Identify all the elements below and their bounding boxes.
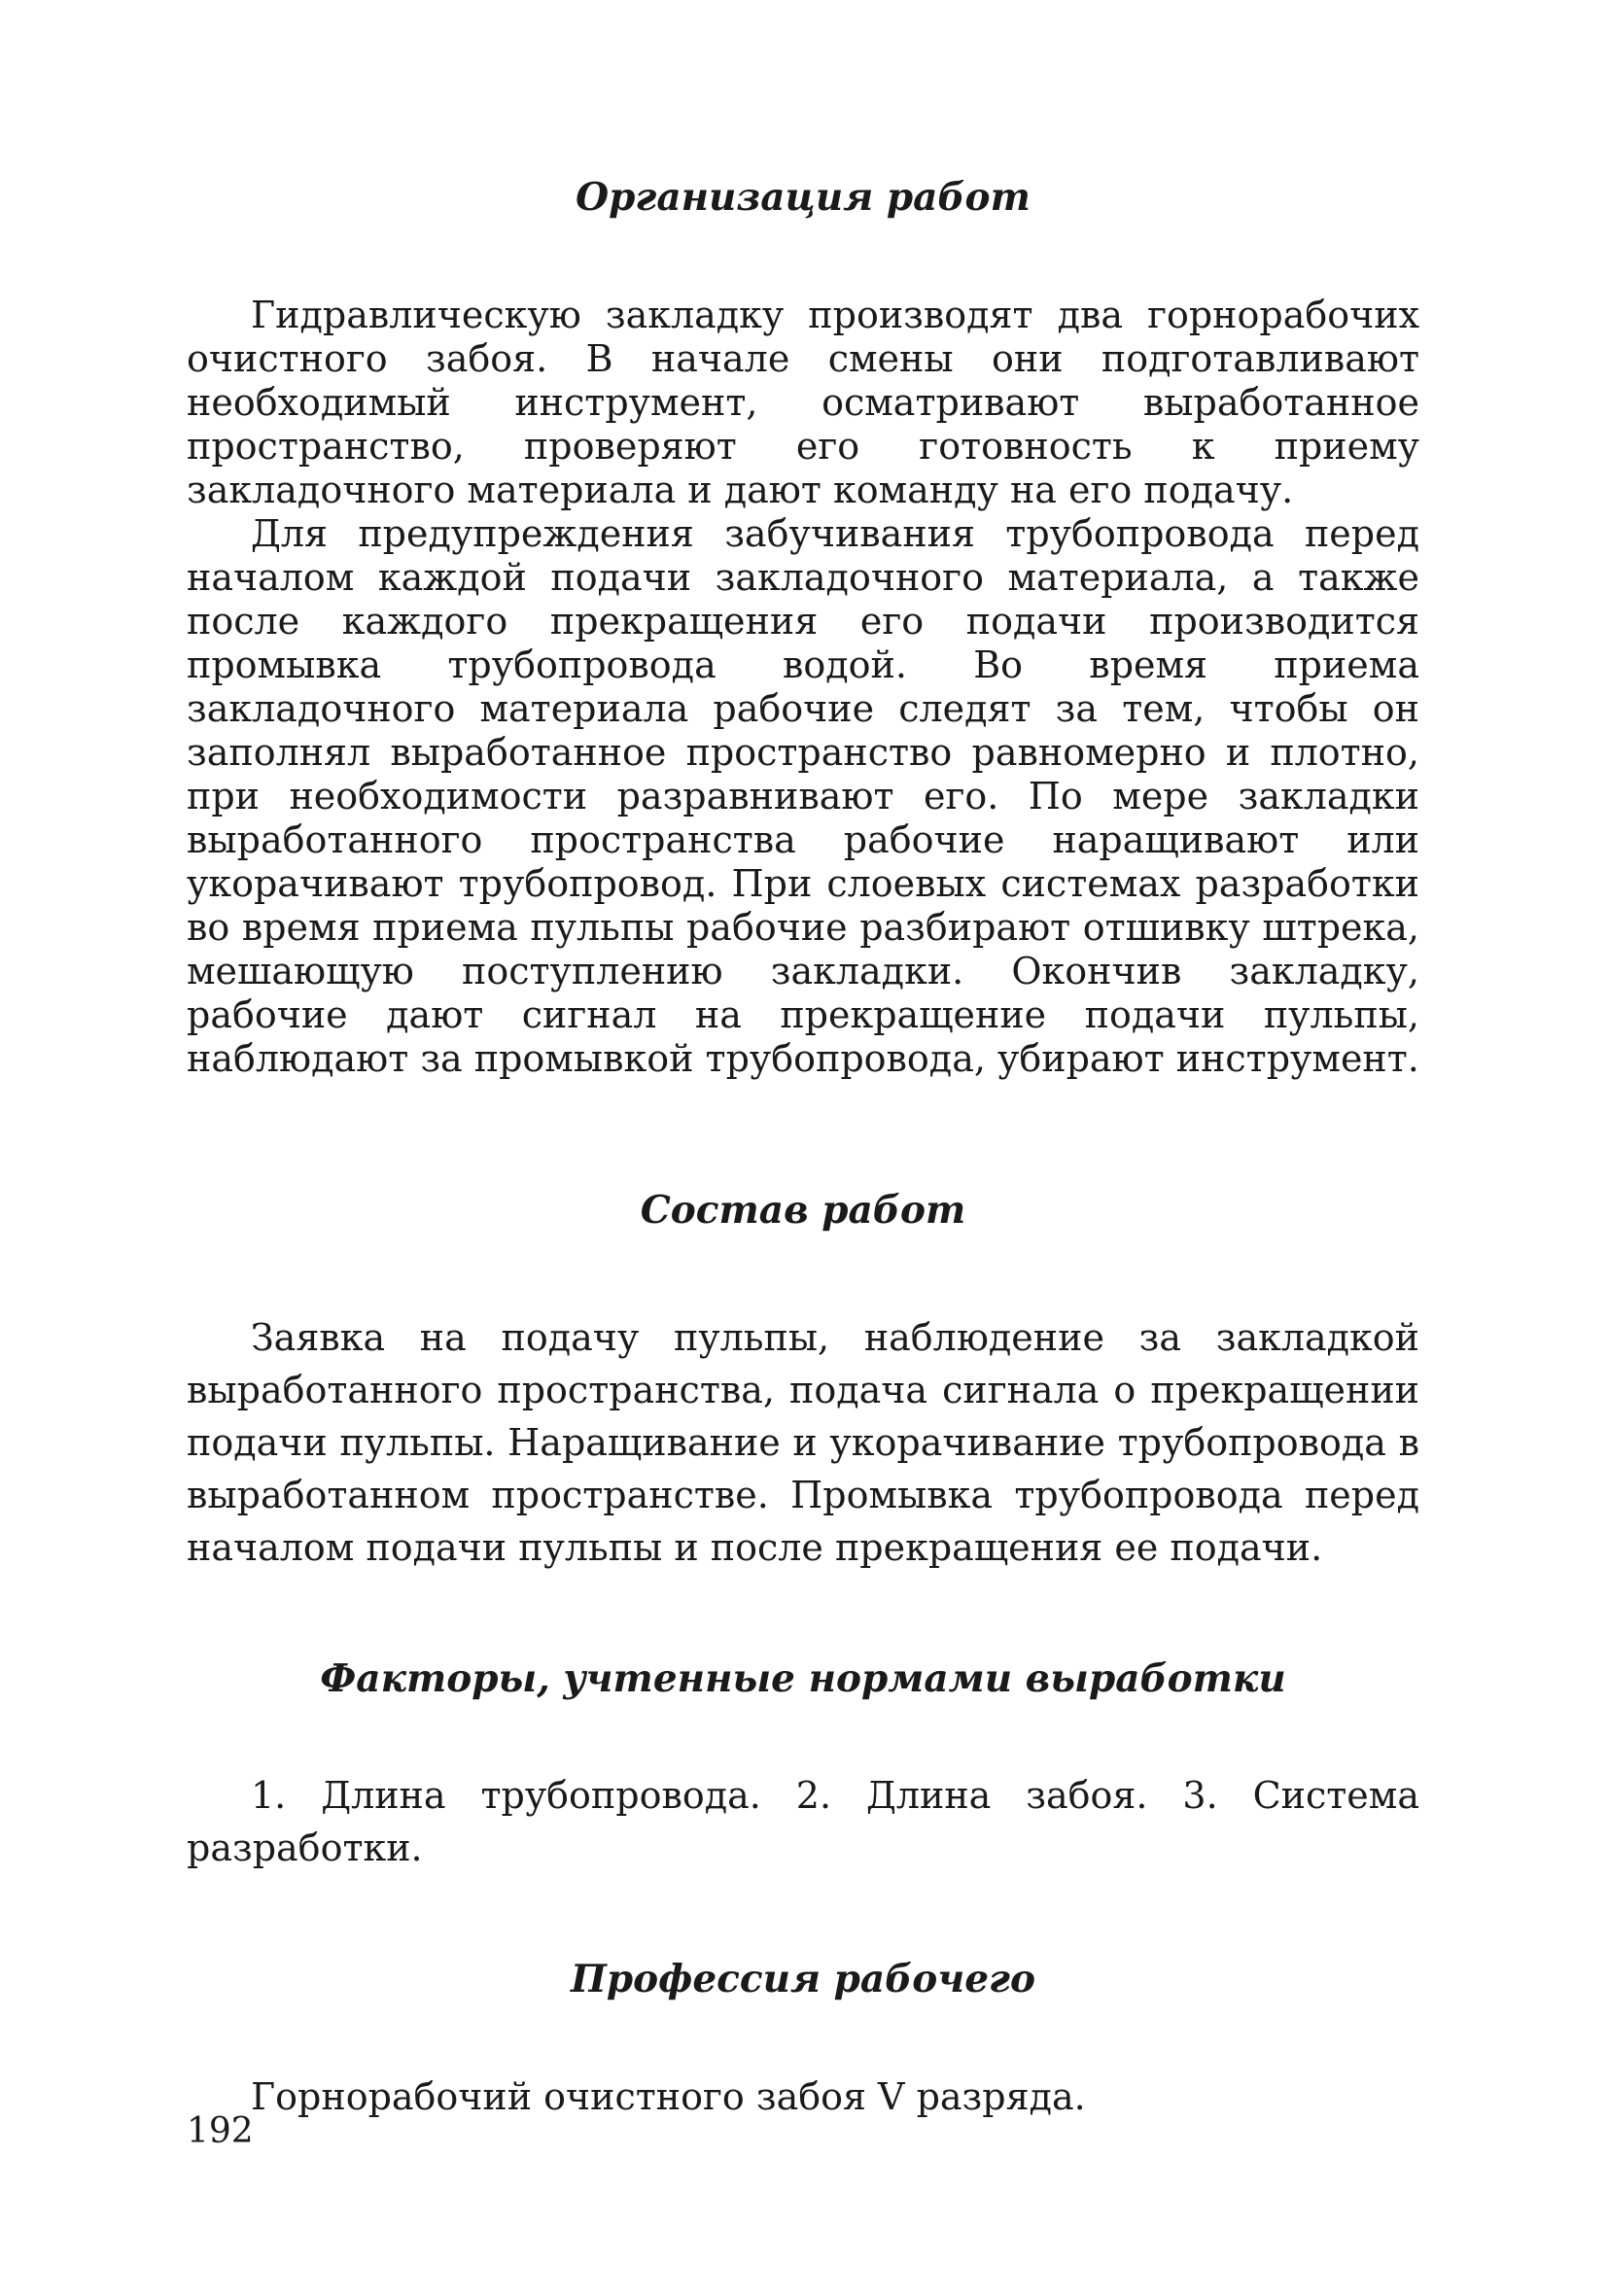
factors-paragraph: 1. Длина трубопровода. 2. Длина забоя. 3. Система разработки. xyxy=(187,1774,1419,1870)
section-title-factors: Факторы, учтенные нормами выработки xyxy=(320,1655,1286,1701)
section-title-composition: Состав работ xyxy=(640,1187,966,1233)
page-number: 192 xyxy=(187,2111,254,2151)
section-title-profession: Профессия рабочего xyxy=(571,1957,1035,2002)
organization-paragraph-1: Гидравлическую закладку производят два горнорабочих очистного забоя. В начале смены они подготавливают необходимый инструмент, осматривают выработанное пространство, проверяют его готовность к приему закладочного материала и дают команду на его подачу. xyxy=(187,293,1419,511)
organization-paragraph-2: Для предупреждения забучивания трубопровода перед началом каждой подачи закладочного материала, а также после каждого прекращения его подачи производится промывка трубопровода водой. Во время приема закладочного материала рабочие следят за тем, чтобы он заполнял выработанное пространство равномерно и плотно, при необходимости разравнивают его. По мере закладки выработанного пространства рабочие наращивают или укорачивают трубопровод. При слоевых системах разработки во время приема пульпы рабочие разбирают отшивку штрека, мешающую поступлению закладки. Окончив закладку, рабочие дают сигнал на прекращение подачи пульпы, наблюдают за промывкой трубопровода, убирают инструмент. xyxy=(187,511,1419,1080)
section-title-organization: Организация работ xyxy=(576,175,1031,220)
profession-paragraph: Горнорабочий очистного забоя V разряда. xyxy=(251,2075,1086,2119)
composition-paragraph: Заявка на подачу пульпы, наблюдение за закладкой выработанного пространства, подача сигнала о прекращении подачи пульпы. Наращивание и укорачивание трубопровода в выработанном пространстве. Промывка трубопровода перед началом подачи пульпы и после прекращения ее подачи. xyxy=(187,1315,1419,1569)
document-page xyxy=(187,165,1419,2123)
